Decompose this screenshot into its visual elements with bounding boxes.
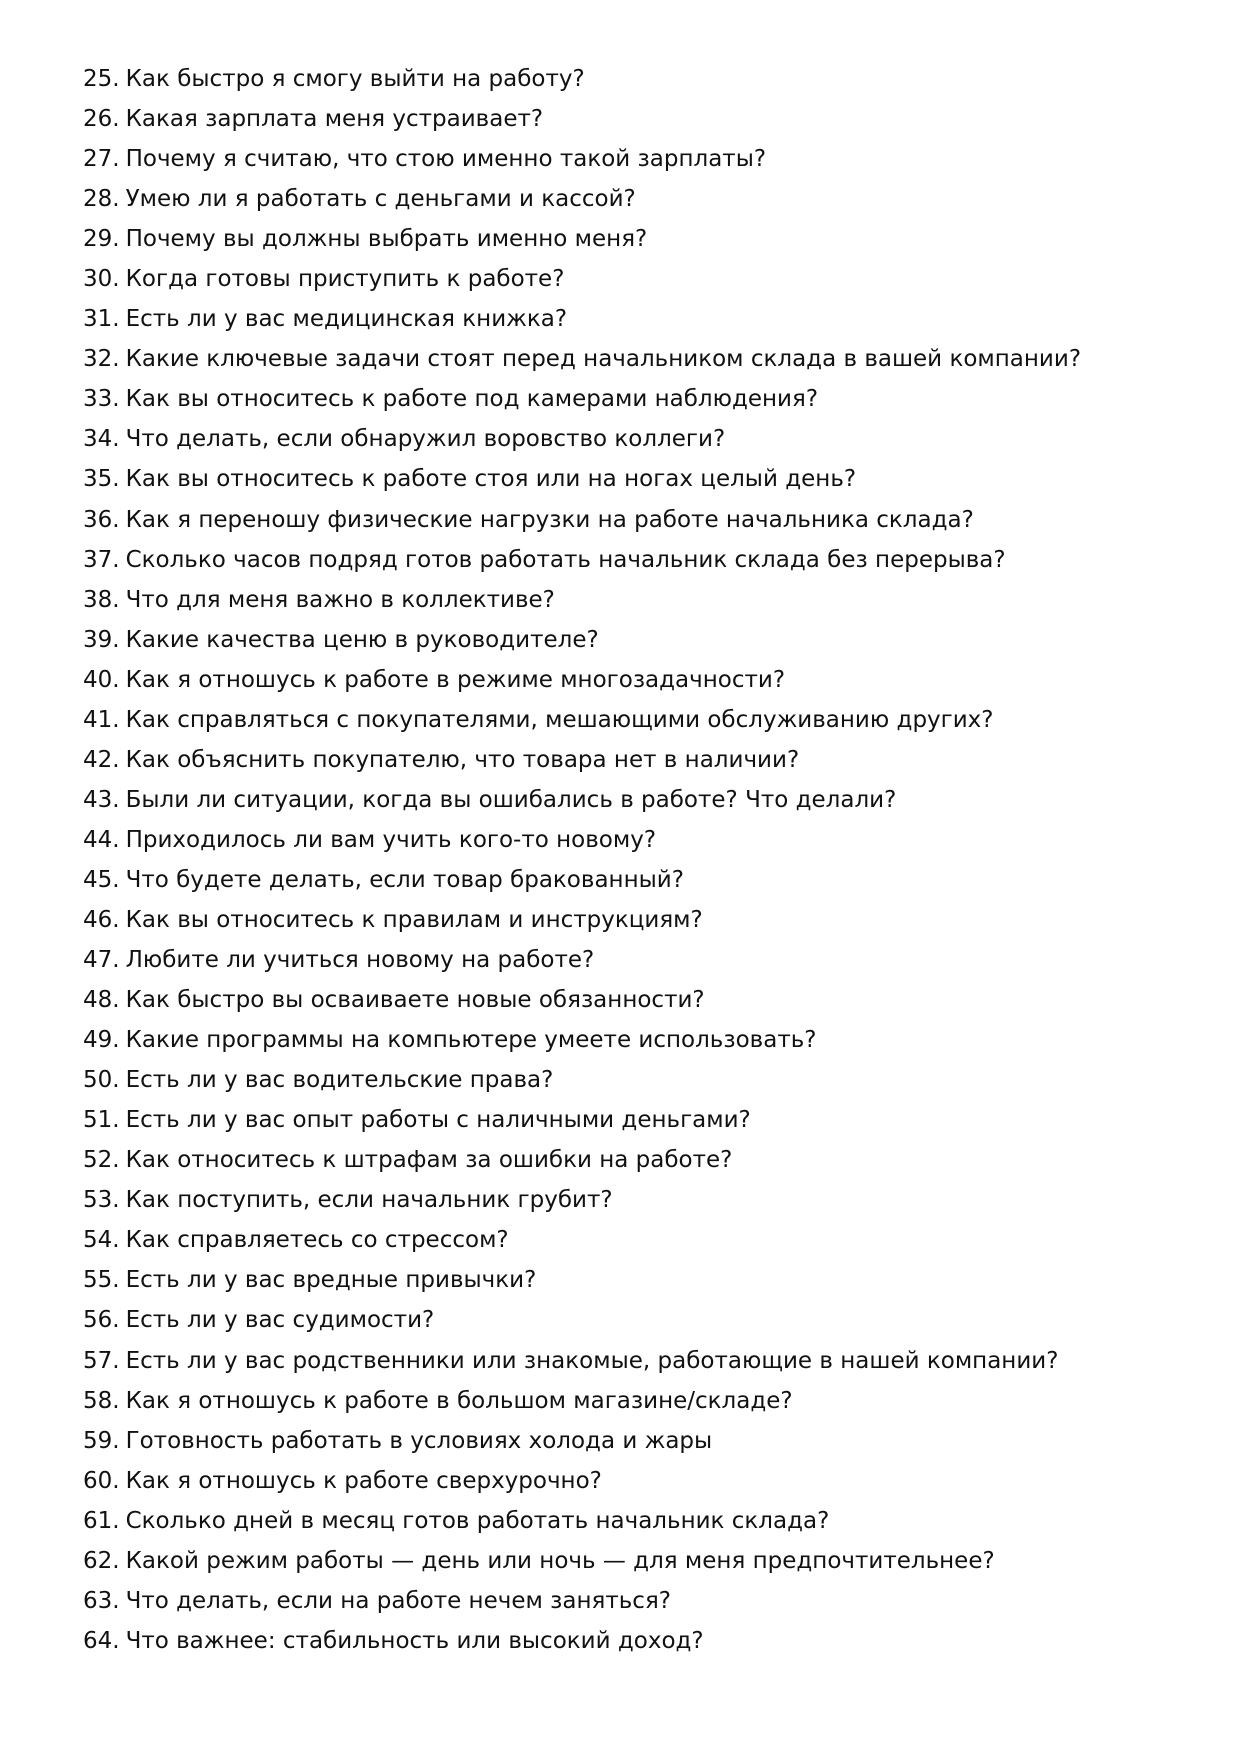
question-text: Были ли ситуации, когда вы ошибались в работе? Что делали? bbox=[125, 786, 897, 813]
list-item bbox=[83, 179, 1081, 219]
list-item bbox=[83, 1501, 1081, 1541]
question-number: 62. bbox=[83, 1547, 120, 1574]
question-number: 50. bbox=[83, 1067, 120, 1094]
list-item bbox=[83, 900, 1081, 940]
list-item bbox=[83, 580, 1081, 620]
list-item bbox=[83, 780, 1081, 820]
question-text: Как вы относитесь к работе под камерами наблюдения? bbox=[125, 386, 819, 413]
question-number: 33. bbox=[83, 386, 120, 413]
list-item bbox=[83, 1140, 1081, 1180]
list-item bbox=[83, 1060, 1081, 1100]
question-text: Когда готовы приступить к работе? bbox=[125, 266, 565, 293]
list-item bbox=[83, 1220, 1081, 1260]
question-text: Что делать, если на работе нечем заняться? bbox=[125, 1587, 671, 1614]
question-number: 31. bbox=[83, 306, 120, 333]
list-item bbox=[83, 299, 1081, 339]
list-item bbox=[83, 219, 1081, 259]
question-text: Какие ключевые задачи стоят перед начальником склада в вашей компании? bbox=[125, 346, 1082, 373]
question-number: 53. bbox=[83, 1187, 120, 1214]
question-number: 58. bbox=[83, 1387, 120, 1414]
question-text: Как справляться с покупателями, мешающими обслуживанию других? bbox=[125, 706, 994, 733]
question-text: Как относитесь к штрафам за ошибки на работе? bbox=[125, 1147, 733, 1174]
question-number: 57. bbox=[83, 1347, 120, 1374]
question-number: 52. bbox=[83, 1147, 120, 1174]
list-item bbox=[83, 820, 1081, 860]
list-item bbox=[83, 740, 1081, 780]
question-number: 28. bbox=[83, 186, 120, 213]
list-item bbox=[83, 379, 1081, 419]
list-item bbox=[83, 459, 1081, 499]
question-number: 59. bbox=[83, 1427, 120, 1454]
question-number: 44. bbox=[83, 826, 120, 853]
question-number: 34. bbox=[83, 426, 120, 453]
question-text: Какой режим работы — день или ночь — для меня предпочтительнее? bbox=[125, 1547, 995, 1574]
list-item bbox=[83, 1260, 1081, 1300]
question-text: Как вы относитесь к работе стоя или на ногах целый день? bbox=[125, 466, 857, 493]
question-text: Сколько дней в месяц готов работать начальник склада? bbox=[125, 1507, 830, 1534]
list-item bbox=[83, 860, 1081, 900]
list-item bbox=[83, 139, 1081, 179]
question-text: Есть ли у вас водительские права? bbox=[125, 1067, 554, 1094]
list-item bbox=[83, 1100, 1081, 1140]
question-number: 29. bbox=[83, 226, 120, 253]
question-number: 45. bbox=[83, 866, 120, 893]
question-number: 27. bbox=[83, 146, 120, 173]
list-item bbox=[83, 419, 1081, 459]
question-number: 42. bbox=[83, 746, 120, 773]
question-text: Какая зарплата меня устраивает? bbox=[125, 106, 544, 133]
question-text: Как я отношусь к работе в большом магазине/складе? bbox=[125, 1387, 793, 1414]
question-number: 43. bbox=[83, 786, 120, 813]
question-number: 51. bbox=[83, 1107, 120, 1134]
question-text: Есть ли у вас опыт работы с наличными деньгами? bbox=[125, 1107, 751, 1134]
question-text: Как быстро я смогу выйти на работу? bbox=[125, 66, 585, 92]
question-number: 38. bbox=[83, 586, 120, 613]
question-text: Какие качества ценю в руководителе? bbox=[125, 626, 599, 653]
list-item bbox=[83, 980, 1081, 1020]
question-text: Почему вы должны выбрать именно меня? bbox=[125, 226, 648, 253]
question-number: 30. bbox=[83, 266, 120, 293]
question-text: Как быстро вы осваиваете новые обязанности? bbox=[125, 987, 705, 1014]
question-text: Как я отношусь к работе сверхурочно? bbox=[125, 1467, 602, 1494]
question-number: 54. bbox=[83, 1227, 120, 1254]
question-text: Есть ли у вас медицинская книжка? bbox=[125, 306, 568, 333]
question-list bbox=[83, 59, 1081, 1661]
list-item bbox=[83, 259, 1081, 299]
question-number: 56. bbox=[83, 1307, 120, 1334]
question-text: Как вы относитесь к правилам и инструкциям? bbox=[125, 906, 703, 933]
question-number: 36. bbox=[83, 506, 120, 533]
question-text: Как поступить, если начальник грубит? bbox=[125, 1187, 613, 1214]
question-text: Любите ли учиться новому на работе? bbox=[125, 947, 595, 974]
question-number: 49. bbox=[83, 1027, 120, 1054]
list-item bbox=[83, 1180, 1081, 1220]
list-item bbox=[83, 339, 1081, 379]
list-item bbox=[83, 99, 1081, 139]
question-text: Есть ли у вас судимости? bbox=[125, 1307, 435, 1334]
list-item bbox=[83, 660, 1081, 700]
question-text: Что важнее: стабильность или высокий доход? bbox=[125, 1627, 704, 1654]
question-text: Готовность работать в условиях холода и жары bbox=[125, 1427, 713, 1454]
question-number: 26. bbox=[83, 106, 120, 133]
question-number: 41. bbox=[83, 706, 120, 733]
question-text: Что будете делать, если товар бракованный? bbox=[125, 866, 684, 893]
list-item bbox=[83, 1020, 1081, 1060]
question-number: 61. bbox=[83, 1507, 120, 1534]
question-number: 64. bbox=[83, 1627, 120, 1654]
question-number: 25. bbox=[83, 66, 120, 92]
list-item bbox=[83, 1581, 1081, 1621]
question-number: 48. bbox=[83, 987, 120, 1014]
question-text: Что для меня важно в коллективе? bbox=[125, 586, 555, 613]
list-item bbox=[83, 540, 1081, 580]
question-number: 39. bbox=[83, 626, 120, 653]
list-item bbox=[83, 1421, 1081, 1461]
question-text: Почему я считаю, что стою именно такой зарплаты? bbox=[125, 146, 767, 173]
list-item bbox=[83, 700, 1081, 740]
question-text: Сколько часов подряд готов работать начальник склада без перерыва? bbox=[125, 546, 1006, 573]
question-number: 47. bbox=[83, 947, 120, 974]
question-text: Как объяснить покупателю, что товара нет в наличии? bbox=[125, 746, 800, 773]
question-number: 63. bbox=[83, 1587, 120, 1614]
question-number: 32. bbox=[83, 346, 120, 373]
question-text: Умею ли я работать с деньгами и кассой? bbox=[125, 186, 636, 213]
list-item bbox=[83, 1541, 1081, 1581]
list-item bbox=[83, 940, 1081, 980]
question-text: Есть ли у вас вредные привычки? bbox=[125, 1267, 537, 1294]
question-text: Как я переношу физические нагрузки на работе начальника склада? bbox=[125, 506, 974, 533]
list-item bbox=[83, 620, 1081, 660]
list-item bbox=[83, 1341, 1081, 1381]
question-number: 46. bbox=[83, 906, 120, 933]
question-text: Как справляетесь со стрессом? bbox=[125, 1227, 509, 1254]
question-text: Есть ли у вас родственники или знакомые, работающие в нашей компании? bbox=[125, 1347, 1059, 1374]
question-number: 60. bbox=[83, 1467, 120, 1494]
question-text: Как я отношусь к работе в режиме многозадачности? bbox=[125, 666, 786, 693]
question-text: Приходилось ли вам учить кого-то новому? bbox=[125, 826, 657, 853]
list-item bbox=[83, 500, 1081, 540]
list-item bbox=[83, 1381, 1081, 1421]
list-item bbox=[83, 1621, 1081, 1661]
list-item bbox=[83, 1461, 1081, 1501]
question-number: 55. bbox=[83, 1267, 120, 1294]
list-item bbox=[83, 59, 1081, 99]
question-number: 35. bbox=[83, 466, 120, 493]
question-number: 40. bbox=[83, 666, 120, 693]
question-number: 37. bbox=[83, 546, 120, 573]
question-text: Какие программы на компьютере умеете использовать? bbox=[125, 1027, 817, 1054]
question-text: Что делать, если обнаружил воровство коллеги? bbox=[125, 426, 726, 453]
list-item bbox=[83, 1300, 1081, 1340]
